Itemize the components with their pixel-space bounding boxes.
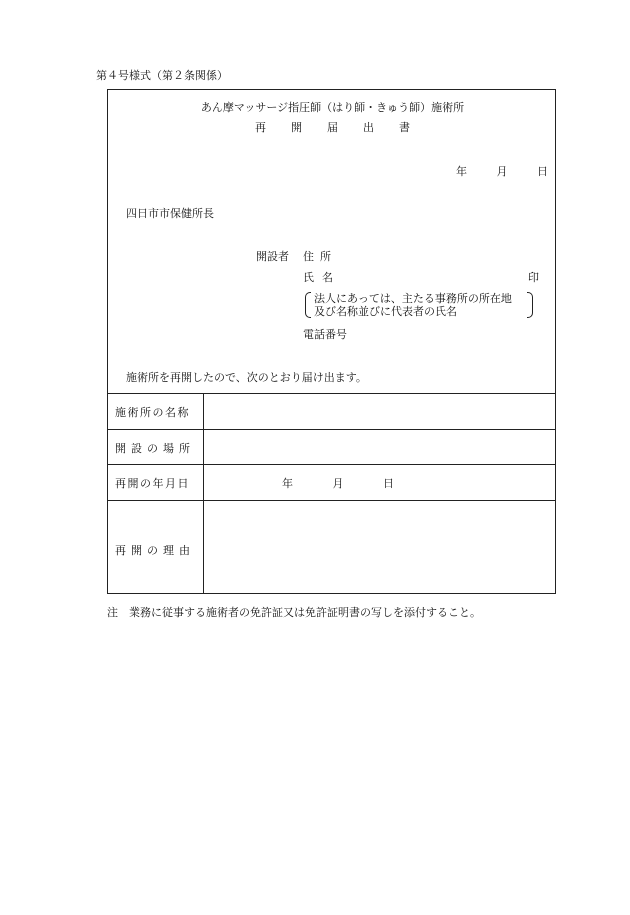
form-title: あん摩マッサージ指圧師（はり師・きゅう師）施術所 <box>200 101 465 114</box>
corporation-note-line2: 及び名称並びに代表者の氏名 <box>314 305 457 318</box>
date-year-label: 年 <box>456 165 467 178</box>
reopen-reason-label: 再開の理由 <box>115 544 195 557</box>
corporation-note-line1: 法人にあっては、主たる事務所の所在地 <box>314 292 512 305</box>
phone-label: 電話番号 <box>303 328 347 341</box>
row-divider <box>108 464 555 465</box>
subtitle-char: 開 <box>291 121 302 134</box>
subtitle-char: 書 <box>399 121 410 134</box>
corporation-note <box>305 291 533 319</box>
seal-label: 印 <box>528 271 539 284</box>
date-day-label: 日 <box>383 477 394 490</box>
reopen-date-label: 再開の年月日 <box>115 477 190 490</box>
founder-label: 開設者 <box>256 250 289 263</box>
date-month-label: 月 <box>496 165 508 178</box>
location-label: 開設の場所 <box>115 442 195 455</box>
form-subtitle <box>108 122 557 133</box>
column-divider <box>203 393 204 594</box>
date-year-label: 年 <box>282 477 293 490</box>
notification-form <box>107 89 556 594</box>
reopen-date-field[interactable] <box>282 478 394 489</box>
table-top-rule <box>108 393 555 394</box>
subtitle-char: 出 <box>363 121 374 134</box>
right-bracket <box>527 292 533 318</box>
addressee: 四日市市保健所長 <box>126 207 214 220</box>
name-label: 氏名 <box>303 271 341 284</box>
clinic-name-label: 施術所の名称 <box>115 406 190 419</box>
row-divider <box>108 500 555 501</box>
footnote: 注 業務に従事する施術者の免許証又は免許証明書の写しを添付すること。 <box>107 606 481 619</box>
address-label: 住所 <box>303 250 337 263</box>
form-number: 第４号様式（第２条関係） <box>96 69 228 82</box>
statement: 施術所を再開したので、次のとおり届け出ます。 <box>126 371 367 384</box>
left-bracket <box>305 292 311 318</box>
row-divider <box>108 429 555 430</box>
submission-date[interactable] <box>456 166 548 177</box>
date-month-label: 月 <box>332 477 344 490</box>
subtitle-char: 再 <box>255 121 266 134</box>
date-day-label: 日 <box>537 165 548 178</box>
subtitle-char: 届 <box>327 121 338 134</box>
